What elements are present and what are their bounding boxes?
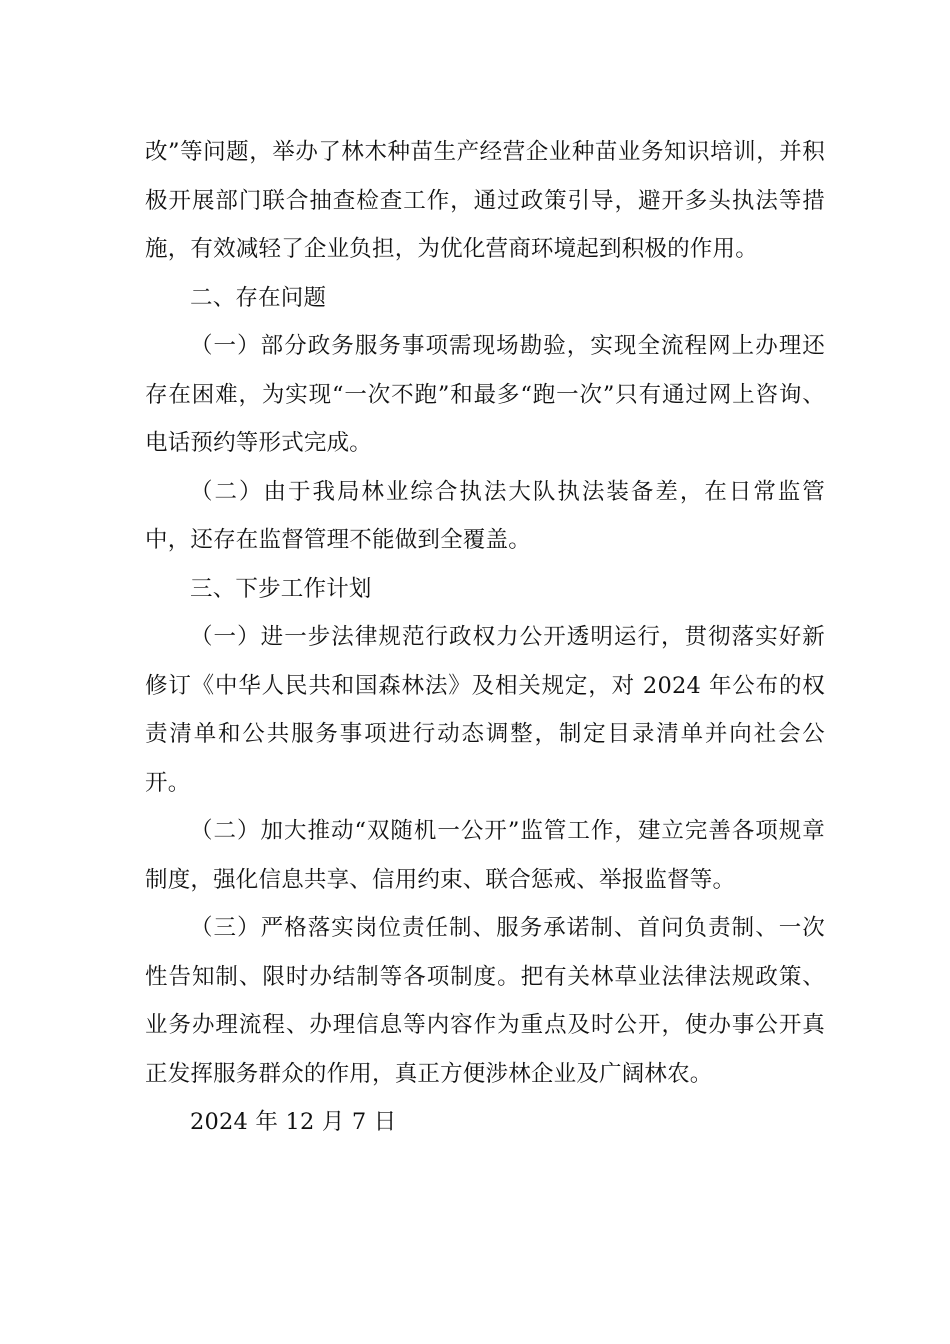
paragraph-plan-2: （二）加大推动“双随机一公开”监管工作，建立完善各项规章制度，强化信息共享、信用约束、联合惩戒、举报监督等。 [145, 818, 825, 893]
document-date: 2024 年 12 月 7 日 [190, 1109, 397, 1135]
paragraph-plan-3: （三）严格落实岗位责任制、服务承诺制、首问负责制、一次性告知制、限时办结制等各项制度。把有关林草业法律法规政策、业务办理流程、办理信息等内容作为重点及时公开，使办事公开真正发挥服务群众的作用，真正方便涉林企业及广阔林农。 [145, 915, 825, 1087]
paragraph-problem-2: （二）由于我局林业综合执法大队执法装备差，在日常监管中，还存在监督管理不能做到全覆盖。 [145, 478, 825, 553]
paragraph-problem-1: （一）部分政务服务事项需现场勘验，实现全流程网上办理还存在困难，为实现“一次不跑”和最多“跑一次”只有通过网上咨询、电话预约等形式完成。 [145, 333, 825, 456]
section-heading-plan: 三、下步工作计划 [190, 575, 372, 602]
section-heading-problems: 二、存在问题 [190, 284, 327, 311]
paragraph-continuation: 改”等问题，举办了林木种苗生产经营企业种苗业务知识培训，并积极开展部门联合抽查检查工作，通过政策引导，避开多头执法等措施，有效减轻了企业负担，为优化营商环境起到积极的作用。 [145, 139, 825, 262]
document-body [145, 128, 825, 1147]
paragraph-plan-1: （一）进一步法律规范行政权力公开透明运行，贯彻落实好新修订《中华人民共和国森林法》及相关规定，对 2024 年公布的权责清单和公共服务事项进行动态调整，制定目录清单并向社会公开。 [145, 624, 825, 796]
